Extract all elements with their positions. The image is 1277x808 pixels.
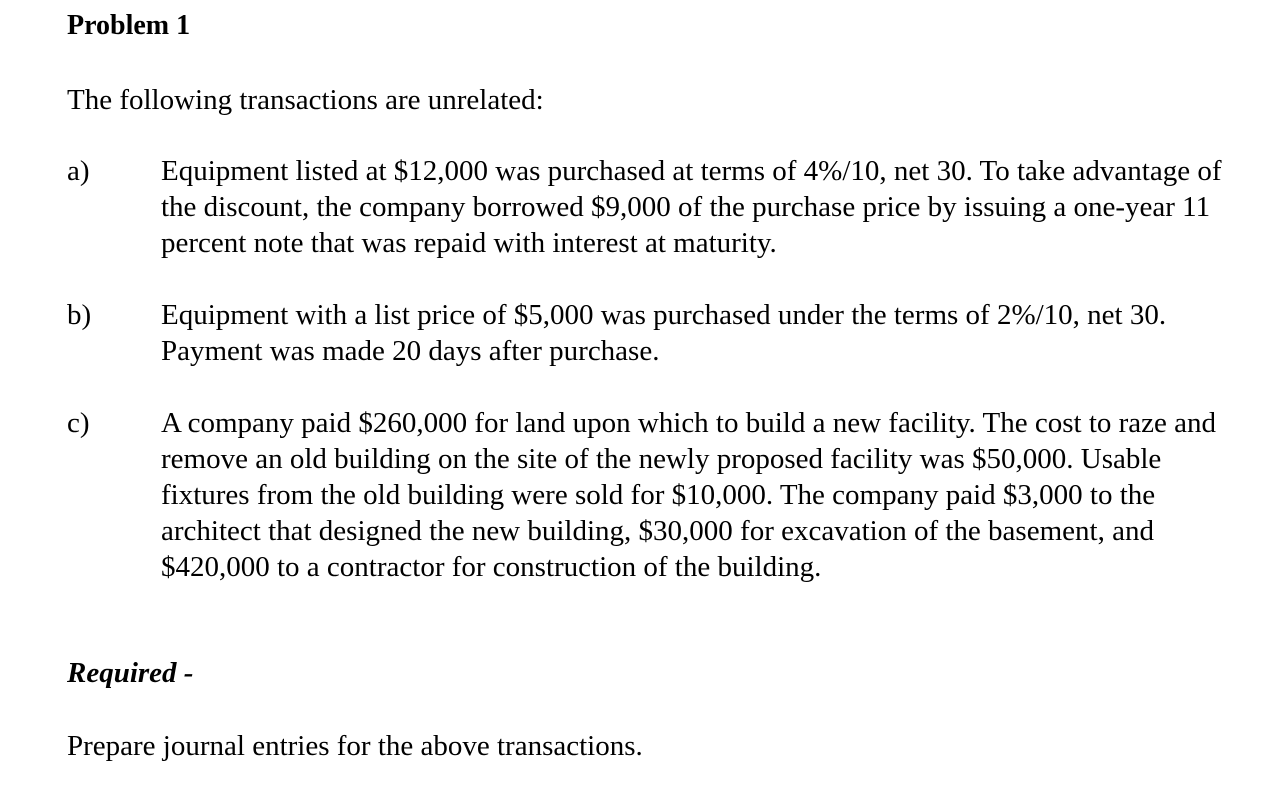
item-text: Equipment listed at $12,000 was purchased at terms of 4%/10, net 30. To take advantage of the discount, the company borrowed $9,000 of the purchase price by issuing a one-year 11 percent note that was repaid with interest at maturity. [161,155,1222,259]
item-text: Equipment with a list price of $5,000 was purchased under the terms of 2%/10, net 30. Payment was made 20 days after purchase. [161,299,1167,367]
item-letter: c) [67,407,90,439]
intro-text: The following transactions are unrelated: [67,84,544,116]
item-letter: a) [67,155,90,187]
required-instruction: Prepare journal entries for the above transactions. [67,730,643,762]
required-heading: Required - [67,657,194,689]
item-letter: b) [67,299,92,331]
problem-title: Problem 1 [67,10,191,41]
item-text: A company paid $260,000 for land upon which to build a new facility. The cost to raze and remove an old building on the site of the newly proposed facility was $50,000. Usable fixtures from the old building were sold for $10,000. The company paid $3,000 to the architect that designed the new building, $30,000 for excavation of the basement, and $420,000 to a contractor for construction of the building. [161,407,1217,583]
